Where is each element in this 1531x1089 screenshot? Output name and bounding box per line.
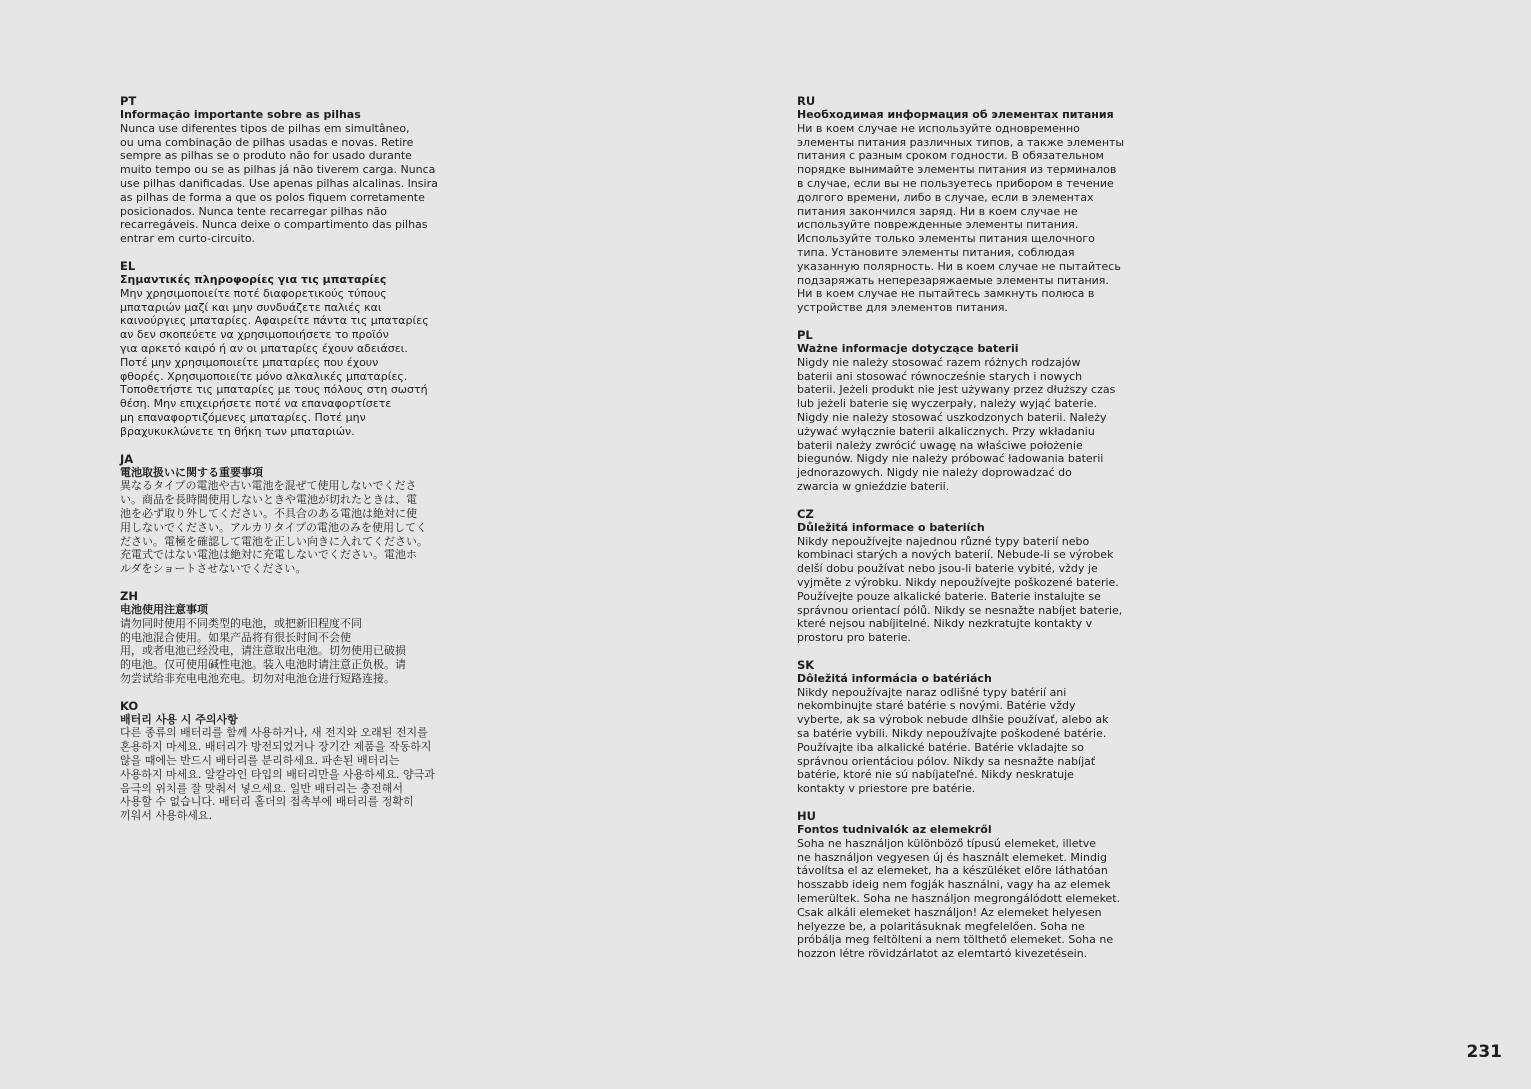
section-hu	[797, 809, 1142, 961]
section-body: Nunca use diferentes tipos de pilhas em simultâneo, ou uma combinação de pilhas usadas e novas. Retire sempre as pilhas se o produto não for usado durante muito tempo ou se as pilhas já não tiverem carga. Nunca use pilhas danificadas. Use apenas pilhas alcalinas. Insira as pilhas de forma a que os polos fiquem corretamente posicionados. Nunca tente recarregar pilhas não recarregáveis. Nunca deixe o compartimento das pilhas entrar em curto-circuito.	[120, 121, 438, 246]
language-code: EL	[120, 258, 136, 273]
section-zh	[120, 589, 465, 686]
language-code: HU	[797, 809, 816, 824]
section-heading: 電池取扱いに関する重要事項	[120, 465, 263, 479]
language-code: KO	[120, 698, 139, 713]
language-code: JA	[120, 451, 134, 466]
right-column	[797, 94, 1142, 974]
section-ru	[797, 94, 1142, 315]
section-cz	[797, 507, 1142, 645]
section-heading: 배터리 사용 시 주의사항	[120, 712, 238, 726]
section-heading: Необходимая информация об элементах питания	[797, 108, 1114, 121]
section-el	[120, 259, 465, 439]
section-heading: Ważne informacje dotyczące baterii	[797, 341, 1019, 355]
section-pt	[120, 94, 465, 246]
page-number: 231	[1466, 1042, 1502, 1062]
language-code: CZ	[797, 506, 814, 521]
section-heading: Σημαντικές πληροφορίες για τις μπαταρίες	[120, 272, 387, 286]
section-body: Μην χρησιμοποιείτε ποτέ διαφορετικούς τύπους μπαταριών μαζί και μην συνδυάζετε παλιές και καινούργιες μπαταρίες. Αφαιρείτε πάντα τις μπαταρίες αν δεν σκοπεύετε να χρησιμοποιήσετε το προϊόν για αρκετό καιρό ή αν οι μπαταρίες έχουν αδειάσει. Ποτέ μην χρησιμοποιείτε μπαταρίες που έχουν φθορές. Χρησιμοποιείτε μόνο αλκαλικές μπαταρίες. Τοποθετήστε τις μπαταρίες με τους πόλους στη σωστή θέση. Μην επιχειρήσετε ποτέ να επαναφορτίσετε μη επαναφορτιζόμενες μπαταρίες. Ποτέ μην βραχυκυκλώνετε τη θήκη των μπαταριών.	[120, 286, 429, 438]
language-code: RU	[797, 94, 816, 108]
language-code: SK	[797, 657, 815, 672]
section-body: Nikdy nepoužívajte naraz odlišné typy batérií ani nekombinujte staré batérie s novými. Batérie vždy vyberte, ak sa výrobok nebude dlhšie používať, alebo ak sa batérie vybili. Nikdy nepoužívajte poškodené batérie. Používajte iba alkalické batérie. Batérie vkladajte so správnou orientáciou pólov. Nikdy sa nesnažte nabíjať batérie, ktoré nie sú nabíjateľné. Nikdy neskratuje kontakty v priestore pre batérie.	[797, 685, 1109, 796]
left-column	[120, 94, 465, 836]
language-code: PT	[120, 94, 137, 108]
section-heading: Informação importante sobre as pilhas	[120, 108, 361, 121]
language-code: PL	[797, 327, 813, 342]
section-body: Nikdy nepoužívejte najednou různé typy baterií nebo kombinaci starých a nových baterií. Nebude-li se výrobek delší dobu používat nebo jsou-li baterie vybité, vždy je vyjměte z výrobku. Nikdy nepoužívejte poškozené baterie. Používejte pouze alkalické baterie. Baterie instalujte se správnou orientací pólů. Nikdy se nesnažte nabíjet baterie, které nejsou nabíjitelné. Nikdy nezkratujte kontakty v prostoru pro baterie.	[797, 534, 1123, 645]
section-body: Soha ne használjon különböző típusú elemeket, illetve ne használjon vegyesen új és használt elemeket. Mindig távolítsa el az elemeket, ha a készüléket előre láthatóan hosszabb ideig nem fogják használni, vagy ha az elemek lemerültek. Soha ne használjon megrongálódott elemeket. Csak alkáli elemeket használjon! Az elemeket helyesen helyezze be, a polaritásuknak megfelelően. Soha ne próbálja meg feltölteni a nem tölthető elemeket. Soha ne hozzon létre rövidzárlatot az elemtartó kivezetésein.	[797, 836, 1121, 961]
section-body: Ни в коем случае не используйте одновременно элементы питания различных типов, а также элементы питания с разным сроком годности. В обязательном порядке вынимайте элементы питания из терминалов в случае, если вы не пользуетесь прибором в течение долгого времени, либо в случае, если в элементах питания закончился заряд. Ни в коем случае не используйте поврежденные элементы питания. Используйте только элементы питания щелочного типа. Установите элементы питания, соблюдая указанную полярность. Ни в коем случае не пытайтесь подзаряжать неперезаряжаемые элементы питания. Ни в коем случае не пытайтесь замкнуть полюса в устройстве для элементов питания.	[797, 121, 1125, 315]
section-ko	[120, 699, 465, 823]
section-body: Nigdy nie należy stosować razem różnych rodzajów baterii ani stosować równocześnie starych i nowych baterii. Jeżeli produkt nie jest używany przez dłuższy czas lub jeżeli baterie się wyczerpały, należy wyjąć baterie. Nigdy nie należy stosować uszkodzonych baterii. Należy używać wyłącznie baterii alkalicznych. Przy wkładaniu baterii należy zwrócić uwagę na właściwe położenie biegunów. Nigdy nie należy próbować ładowania baterii jednorazowych. Nigdy nie należy doprowadzać do zwarcia w gnieździe baterii.	[797, 355, 1116, 493]
section-sk	[797, 658, 1142, 796]
section-pl	[797, 328, 1142, 494]
section-body: 请勿同时使用不同类型的电池，或把新旧程度不同 的电池混合使用。如果产品将有很长时间不会使 用，或者电池已经没电，请注意取出电池。切勿使用已破损 的电池。仅可使用碱性电池。装入电池时请注意正负极。请 勿尝试给非充电电池充电。切勿对电池仓进行短路连接。	[120, 616, 406, 685]
section-heading: Fontos tudnivalók az elemekről	[797, 823, 992, 837]
section-heading: Dôležitá informácia o batériách	[797, 671, 992, 685]
section-ja	[120, 452, 465, 576]
section-heading: Důležitá informace o bateriích	[797, 520, 985, 534]
language-code: ZH	[120, 588, 138, 603]
section-body: 異なるタイプの電池や古い電池を混ぜて使用しないでくださ い。商品を長時間使用しないときや電池が切れたときは、電 池を必ず取り外してください。不具合のある電池は絶対に使 用しないでください。アルカリタイプの電池のみを使用してく ださい。電極を確認して電池を正しい向きに入れてください。 充電式ではない電池は絶対に充電しないでください。電池ホ ルダをショートさせないでください。	[120, 479, 428, 576]
section-heading: 电池使用注意事项	[120, 602, 208, 616]
section-body: 다른 종류의 배터리를 함께 사용하거나, 새 전지와 오래된 전지를 혼용하지 마세요. 배터리가 방전되었거나 장기간 제품을 작동하지 않을 때에는 반드시 배터리를 분리하세요. 파손된 배터리는 사용하지 마세요. 알칼라인 타입의 배터리만을 사용하세요. 양극과 음극의 위치를 잘 맞춰서 넣으세요. 일반 배터리는 충전해서 사용할 수 없습니다. 배터리 홀더의 접촉부에 배터리를 정확히 끼워서 사용하세요.	[120, 726, 435, 823]
